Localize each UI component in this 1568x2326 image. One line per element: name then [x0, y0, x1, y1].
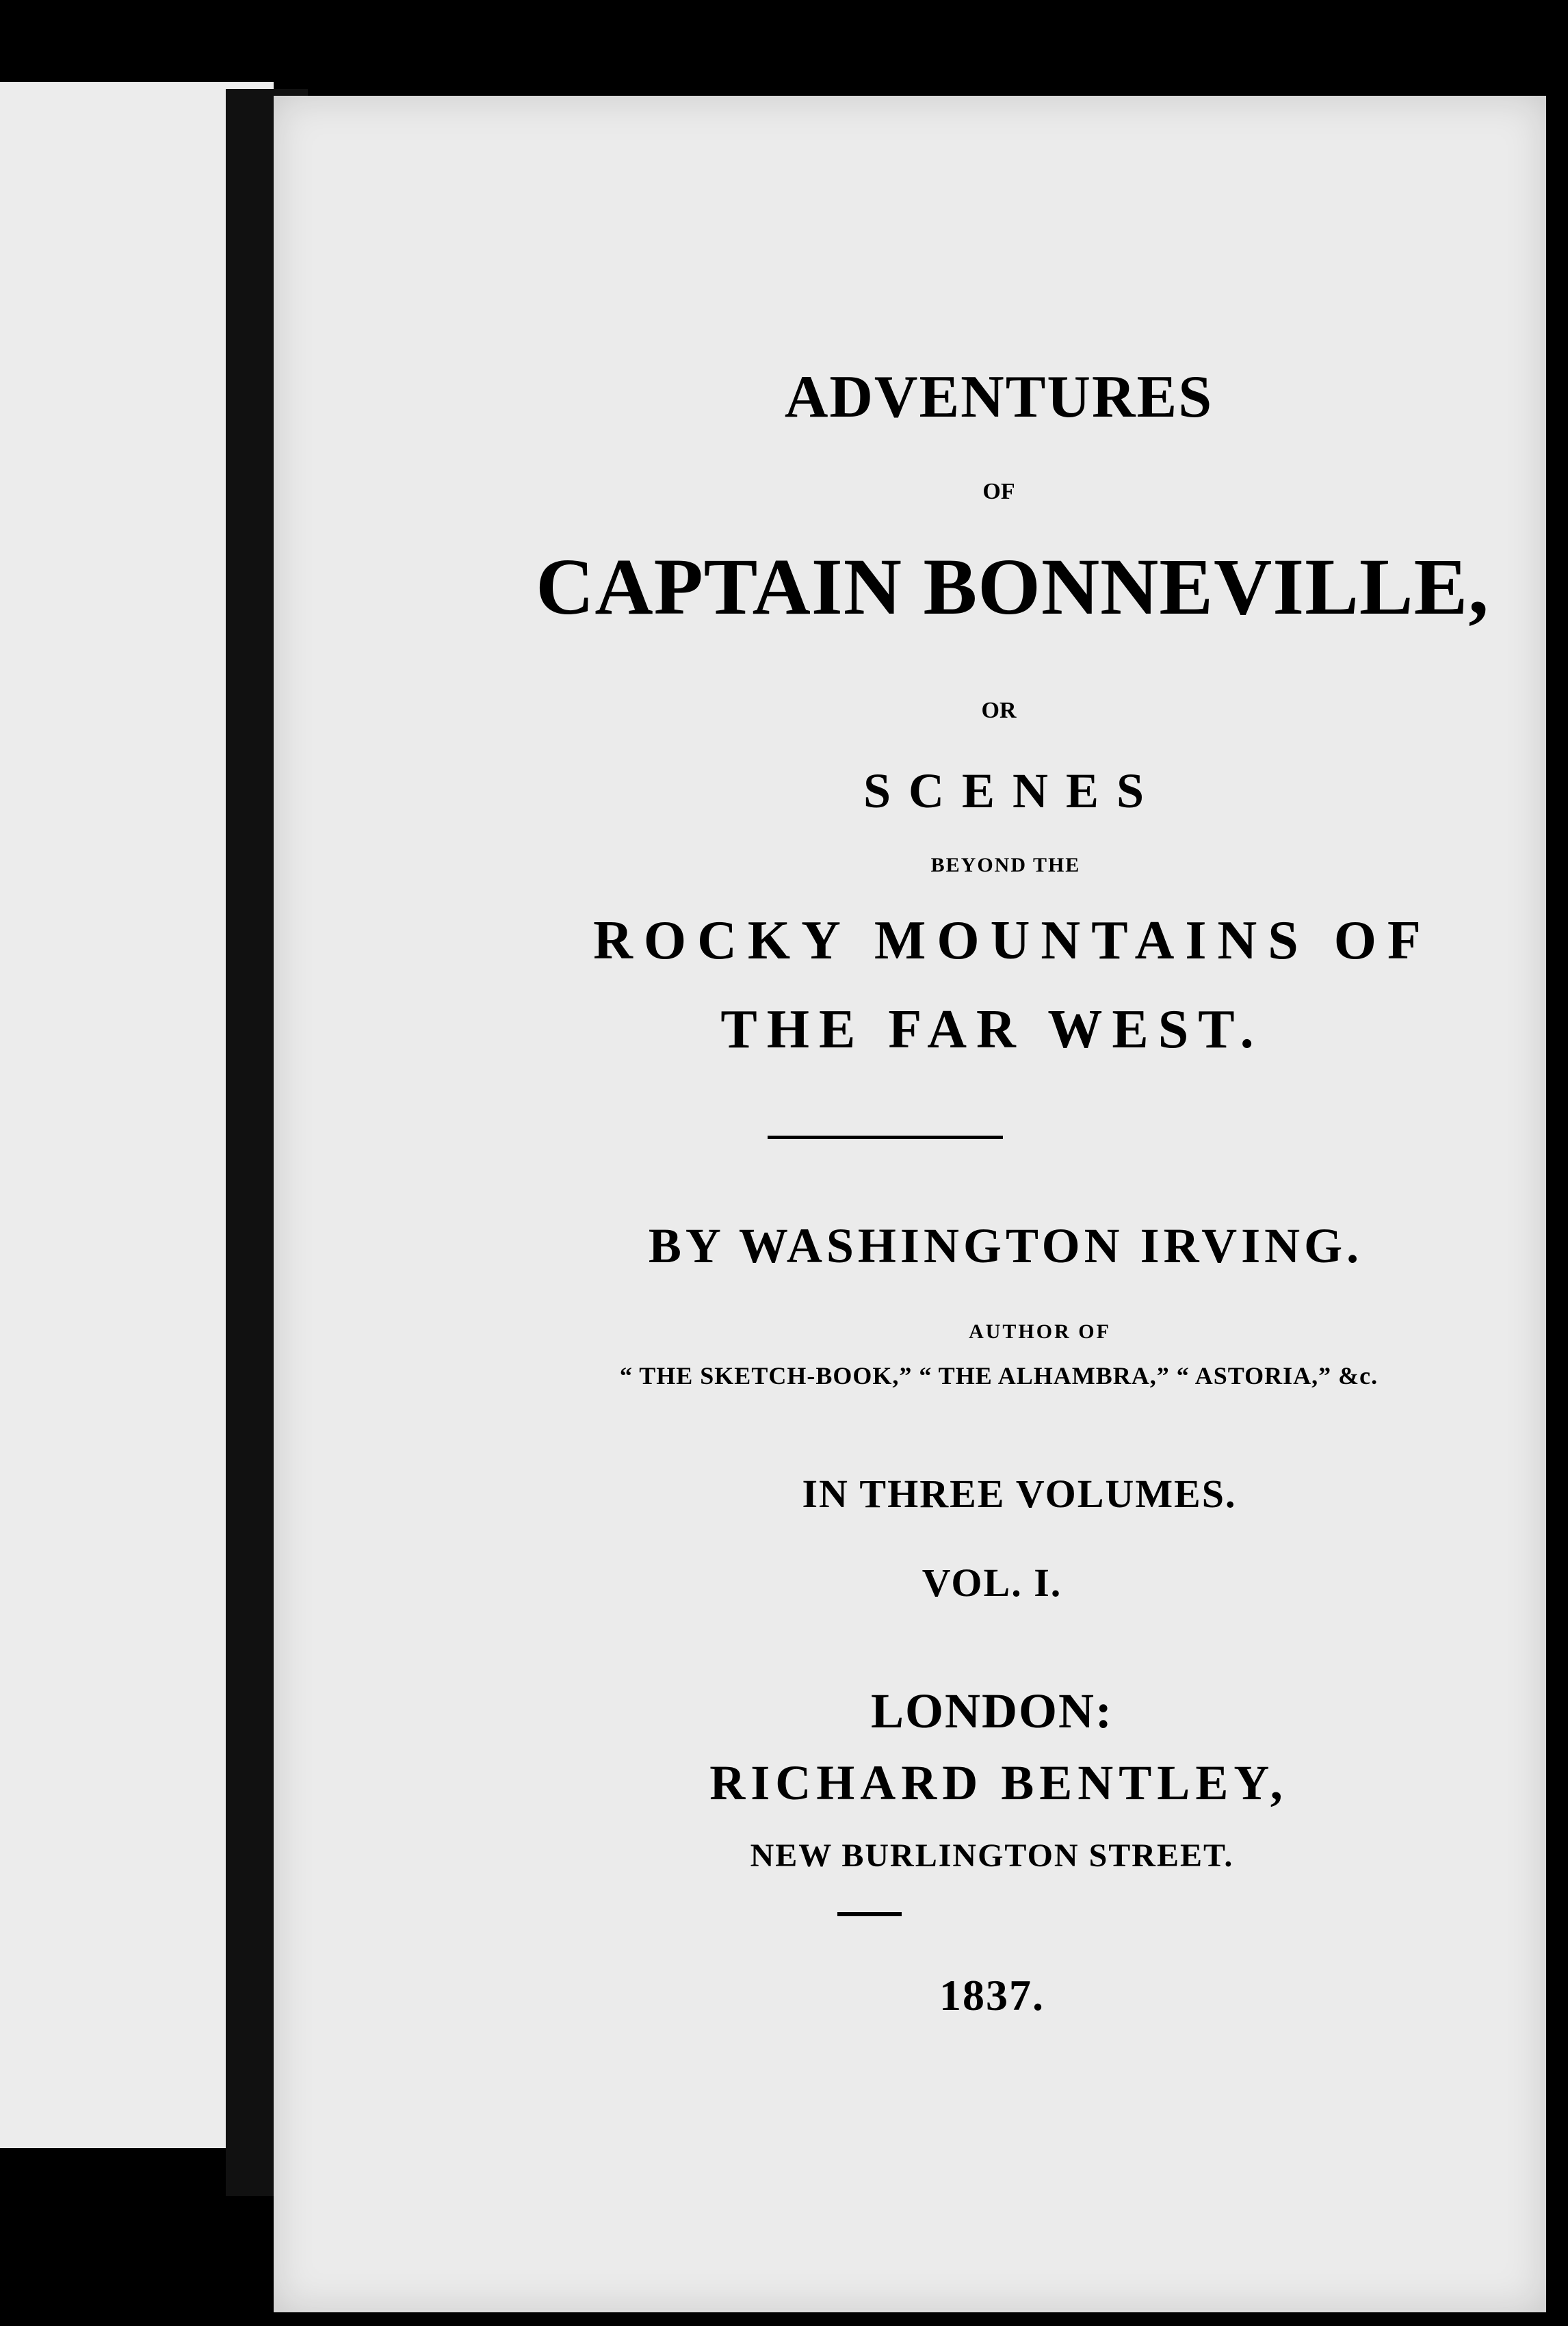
volume-number: VOL. I. [922, 1560, 1062, 1605]
title-rocky-mountains: ROCKY MOUNTAINS OF [593, 911, 1432, 971]
title-divider-rule [768, 1136, 1003, 1139]
imprint-city: LONDON: [871, 1684, 1113, 1738]
title-page [274, 96, 1546, 2312]
title-adventures: ADVENTURES [784, 364, 1214, 430]
title-far-west: THE FAR WEST. [720, 999, 1264, 1060]
title-beyond-the: BEYOND THE [930, 854, 1081, 876]
title-captain-bonneville: CAPTAIN BONNEVILLE, [536, 542, 1489, 631]
imprint-address: NEW BURLINGTON STREET. [750, 1838, 1234, 1874]
author-works: “ THE SKETCH-BOOK,” “ THE ALHAMBRA,” “ ASTORIA,” &c. [619, 1362, 1378, 1389]
title-scenes: SCENES [863, 763, 1162, 818]
imprint-year: 1837. [939, 1971, 1045, 2020]
imprint-rule [837, 1912, 902, 1916]
imprint-publisher: RICHARD BENTLEY, [709, 1755, 1288, 1810]
volumes-count: IN THREE VOLUMES. [802, 1472, 1237, 1516]
byline: BY WASHINGTON IRVING. [648, 1218, 1363, 1273]
title-or: OR [981, 698, 1017, 723]
author-of-label: AUTHOR OF [969, 1320, 1111, 1343]
title-of: OF [982, 479, 1015, 504]
